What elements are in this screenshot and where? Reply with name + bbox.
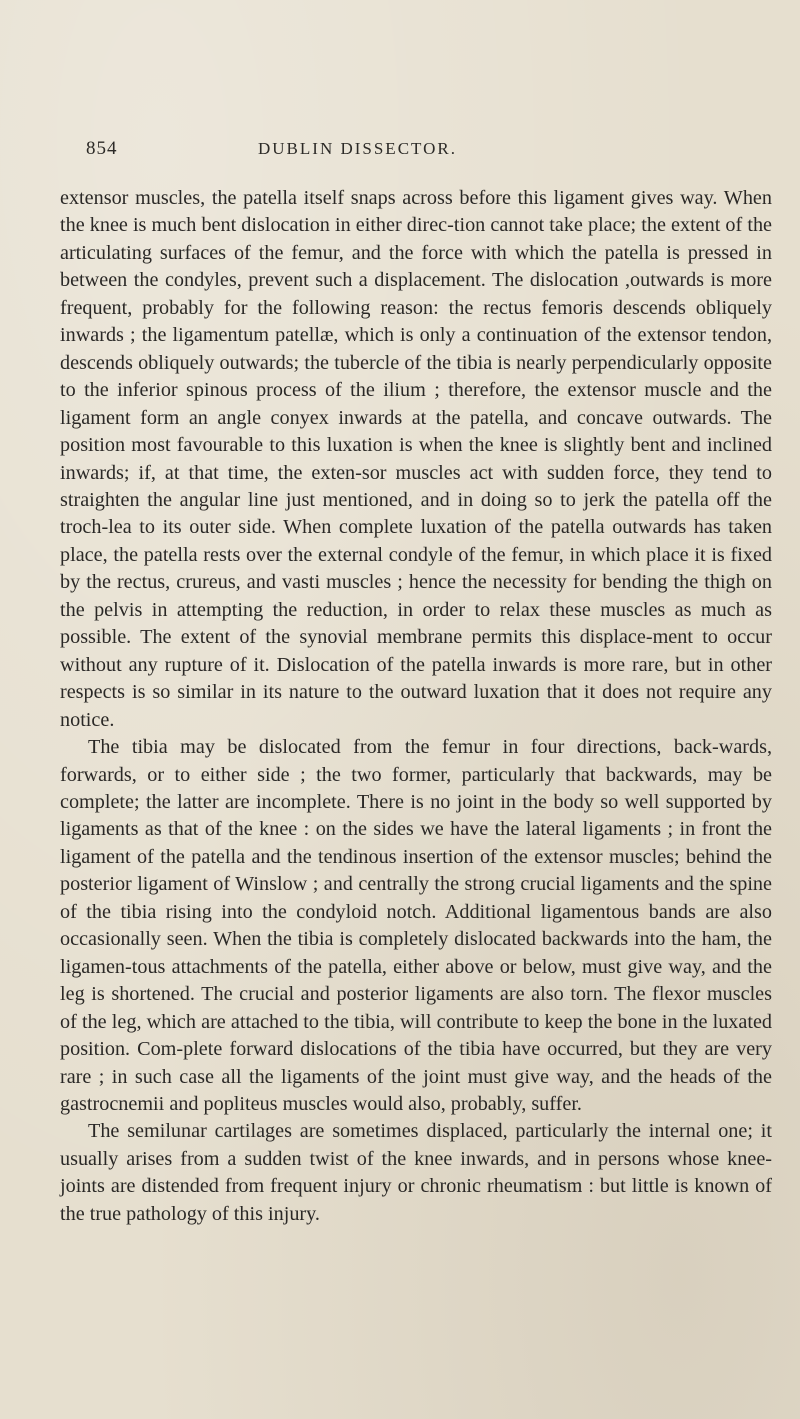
- paragraph-tibia-dislocation: The tibia may be dislocated from the femur in four directions, back-wards, forwards, or to either side ; the two former, particularly that backwards, may be complete; the latter are incomplete. There is no joint in the body so well supported by ligaments as that of the knee : on the sides we have the lateral ligaments ; in front the ligament of the patella and the tendinous insertion of the extensor muscles; behind the posterior ligament of Winslow ; and centrally the strong crucial ligaments and the spine of the tibia rising into the condyloid notch. Additional ligamentous bands are also occasionally seen. When the tibia is completely dislocated backwards into the ham, the ligamen-tous attachments of the patella, either above or below, must give way, and the leg is shortened. The crucial and posterior ligaments are also torn. The flexor muscles of the leg, which are attached to the tibia, will contribute to keep the bone in the luxated position. Com-plete forward dislocations of the tibia have occurred, but they are very rare ; in such case all the ligaments of the joint must give way, and the heads of the gastrocnemii and popliteus muscles would also, probably, suffer.: [60, 736, 772, 1115]
- page-number: 854: [86, 138, 118, 159]
- paragraph-patella-dislocation: extensor muscles, the patella itself snaps across before this ligament gives way. When the knee is much bent dislocation in either direc-tion cannot take place; the extent of the articulating surfaces of the femur, and the force with which the patella is pressed in between the condyles, prevent such a displacement. The dislocation ,outwards is more frequent, probably for the following reason: the rectus femoris descends obliquely inwards ; the ligamentum patellæ, which is only a continuation of the extensor tendon, descends obliquely outwards; the tubercle of the tibia is nearly perpendicularly opposite to the inferior spinous process of the ilium ; therefore, the extensor muscle and the ligament form an angle conyex inwards at the patella, and concave outwards. The position most favourable to this luxation is when the knee is slightly bent and inclined inwards; if, at that time, the exten-sor muscles act with sudden force, they tend to straighten the angular line just mentioned, and in doing so to jerk the patella off the troch-lea to its outer side. When complete luxation of the patella outwards has taken place, the patella rests over the external condyle of the femur, in which place it is fixed by the rectus, crureus, and vasti muscles ; hence the necessity for bending the thigh on the pelvis in attempting the reduction, in order to relax these muscles as much as possible. The extent of the synovial membrane permits this displace-ment to occur without any rupture of it. Dislocation of the patella inwards is more rare, but in other respects is so similar in its nature to the outward luxation that it does not require any notice.: [60, 187, 772, 731]
- body-text: [60, 185, 772, 1228]
- paragraph-semilunar-cartilages: The semilunar cartilages are sometimes displaced, particularly the internal one; it usually arises from a sudden twist of the knee inwards, and in persons whose knee-joints are distended from frequent injury or chronic rheumatism : but little is known of the true pathology of this injury.: [60, 1120, 772, 1225]
- running-title: DUBLIN DISSECTOR.: [258, 139, 457, 158]
- running-head: [86, 138, 776, 164]
